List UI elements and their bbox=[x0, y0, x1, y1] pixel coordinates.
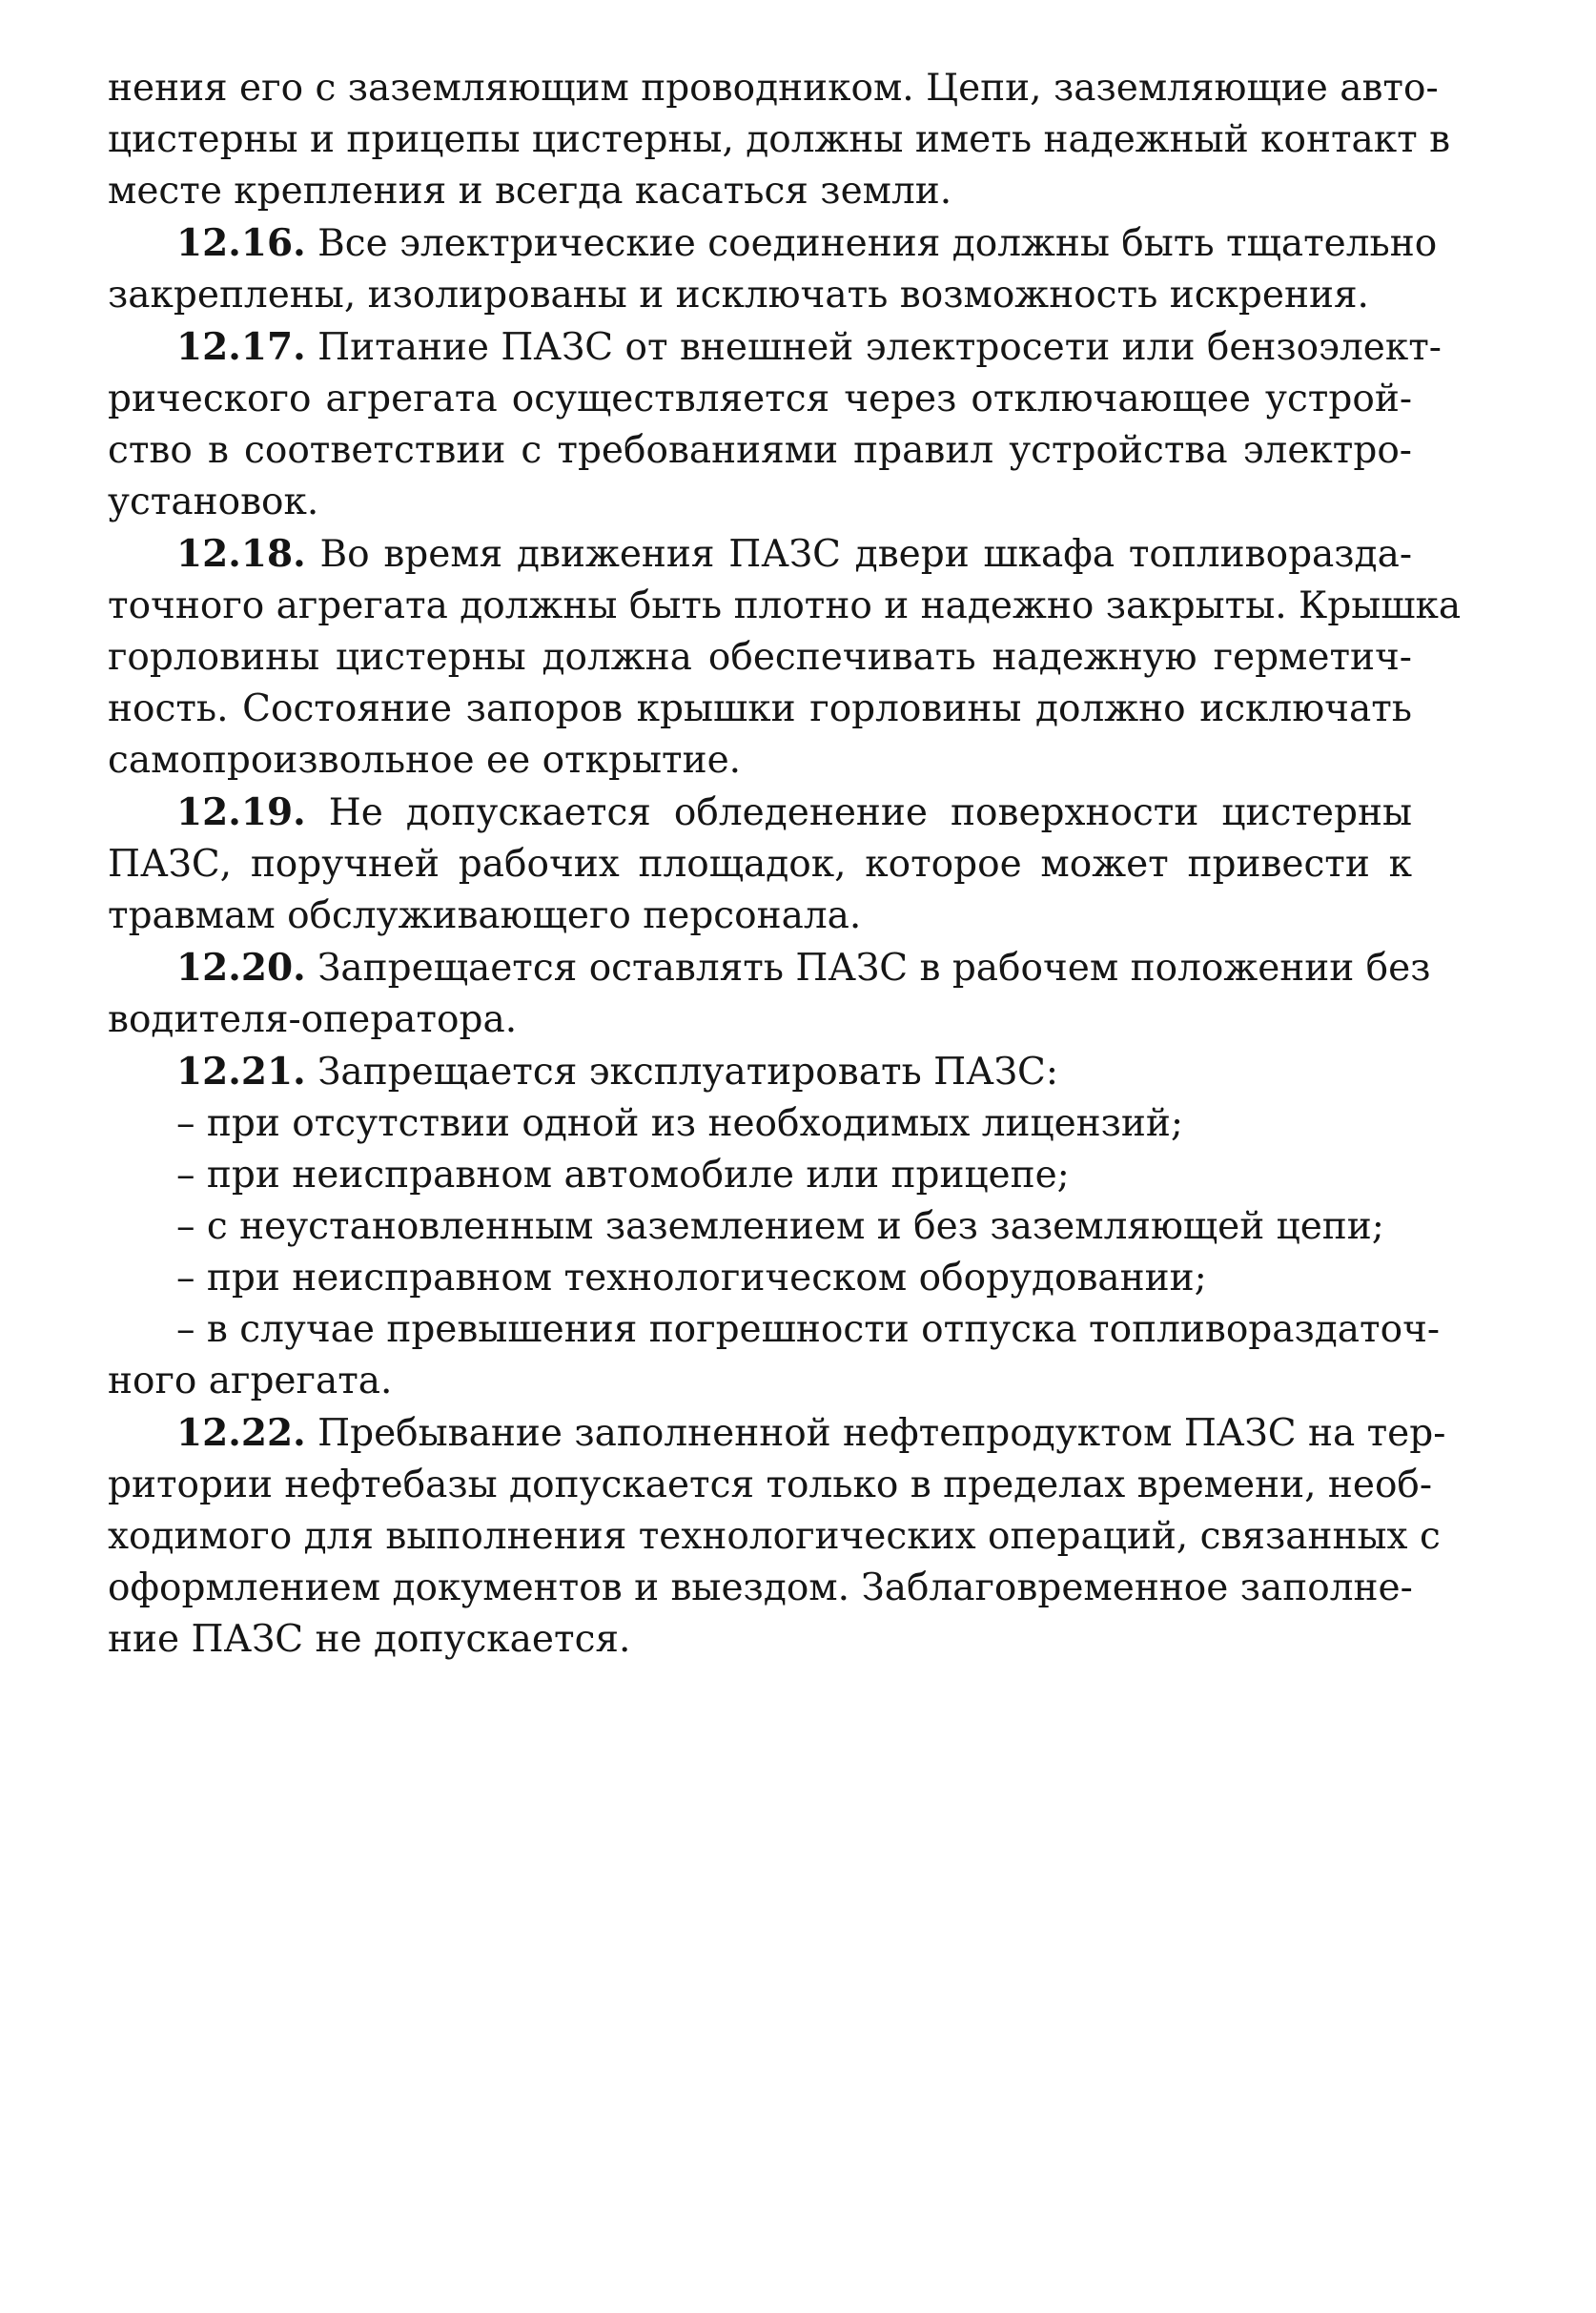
text-line: месте крепления и всегда касаться земли. bbox=[108, 170, 952, 213]
text-line: закреплены, изолированы и исключать возможность искрения. bbox=[108, 274, 1369, 317]
clause-number: 12.16. bbox=[176, 221, 306, 265]
paragraph-12-21 bbox=[108, 1046, 1412, 1098]
text-line: точного агрегата должны быть плотно и надежно закрыты. Крышка bbox=[108, 584, 1462, 627]
clause-number: 12.20. bbox=[176, 946, 306, 990]
paragraph-12-16 bbox=[108, 217, 1438, 321]
text-line: ритории нефтебазы допускается только в пределах времени, необ- bbox=[108, 1464, 1433, 1506]
paragraph-12-17 bbox=[108, 321, 1442, 528]
list-item bbox=[108, 1201, 1412, 1253]
text-line: – с неустановленным заземлением и без заземляющей цепи; bbox=[176, 1205, 1384, 1248]
text-line bbox=[108, 787, 1412, 839]
text-line: самопроизвольное ее открытие. bbox=[108, 739, 742, 782]
text-line bbox=[108, 1407, 1446, 1460]
text-line: установок. bbox=[108, 481, 319, 523]
clause-text: Все электрические соединения должны быть тщательно bbox=[317, 222, 1438, 265]
paragraph-12-19 bbox=[108, 787, 1412, 942]
text-line: травмам обслуживающего персонала. bbox=[108, 894, 862, 937]
text-line: – при отсутствии одной из необходимых лицензий; bbox=[176, 1102, 1184, 1145]
text-line: горловины цистерны должна обеспечивать надежную герметич- bbox=[108, 636, 1412, 679]
list-item bbox=[108, 1098, 1412, 1150]
text-line: нения его с заземляющим проводником. Цепи, заземляющие авто- bbox=[108, 67, 1439, 110]
clause-text: Питание ПАЗС от внешней электросети или бензоэлект- bbox=[317, 326, 1442, 369]
text-line: – при неисправном автомобиле или прицепе; bbox=[176, 1154, 1070, 1197]
clause-number: 12.22. bbox=[176, 1411, 306, 1455]
text-line: цистерны и прицепы цистерны, должны иметь надежный контакт в bbox=[108, 118, 1451, 161]
clause-number: 12.21. bbox=[176, 1050, 306, 1094]
clause-text: Не допускается обледенение поверхности цистерны bbox=[328, 791, 1412, 834]
clause-text: Запрещается оставлять ПАЗС в рабочем положении без bbox=[317, 947, 1431, 990]
list-item bbox=[108, 1253, 1412, 1304]
text-line bbox=[108, 528, 1412, 581]
text-line: рического агрегата осуществляется через отключающее устрой- bbox=[108, 378, 1412, 420]
clause-number: 12.17. bbox=[176, 325, 306, 369]
text-line bbox=[108, 942, 1431, 994]
text-line: ность. Состояние запоров крышки горловины должно исключать bbox=[108, 687, 1412, 730]
text-line: ПАЗС, поручней рабочих площадок, которое может привести к bbox=[108, 843, 1412, 886]
text-line: ного агрегата. bbox=[108, 1360, 393, 1402]
paragraph-continuation bbox=[108, 63, 1451, 217]
text-line: водителя-оператора. bbox=[108, 998, 518, 1041]
text-line: – в случае превышения погрешности отпуска топливораздаточ- bbox=[176, 1308, 1441, 1351]
paragraph-12-20 bbox=[108, 942, 1431, 1046]
text-line bbox=[108, 321, 1442, 374]
clause-number: 12.19. bbox=[176, 790, 306, 834]
text-line: ство в соответствии с требованиями правил устройства электро- bbox=[108, 429, 1412, 472]
paragraph-12-22 bbox=[108, 1407, 1446, 1666]
clause-number: 12.18. bbox=[176, 532, 306, 576]
text-line: оформлением документов и выездом. Заблаговременное заполне- bbox=[108, 1566, 1413, 1609]
list-item bbox=[108, 1150, 1412, 1201]
text-line: – при неисправном технологическом оборудовании; bbox=[176, 1257, 1207, 1300]
text-line bbox=[108, 217, 1438, 270]
text-line: ходимого для выполнения технологических операций, связанных с bbox=[108, 1515, 1441, 1558]
clause-text: Во время движения ПАЗС двери шкафа топливоразда- bbox=[319, 533, 1413, 576]
document-page bbox=[108, 63, 1462, 1666]
text-line bbox=[108, 1046, 1412, 1098]
text-line: ние ПАЗС не допускается. bbox=[108, 1618, 631, 1661]
list-item bbox=[108, 1304, 1441, 1407]
clause-text: Запрещается эксплуатировать ПАЗС: bbox=[317, 1051, 1058, 1094]
paragraph-12-18 bbox=[108, 528, 1462, 787]
clause-text: Пребывание заполненной нефтепродуктом ПАЗС на тер- bbox=[317, 1412, 1446, 1455]
